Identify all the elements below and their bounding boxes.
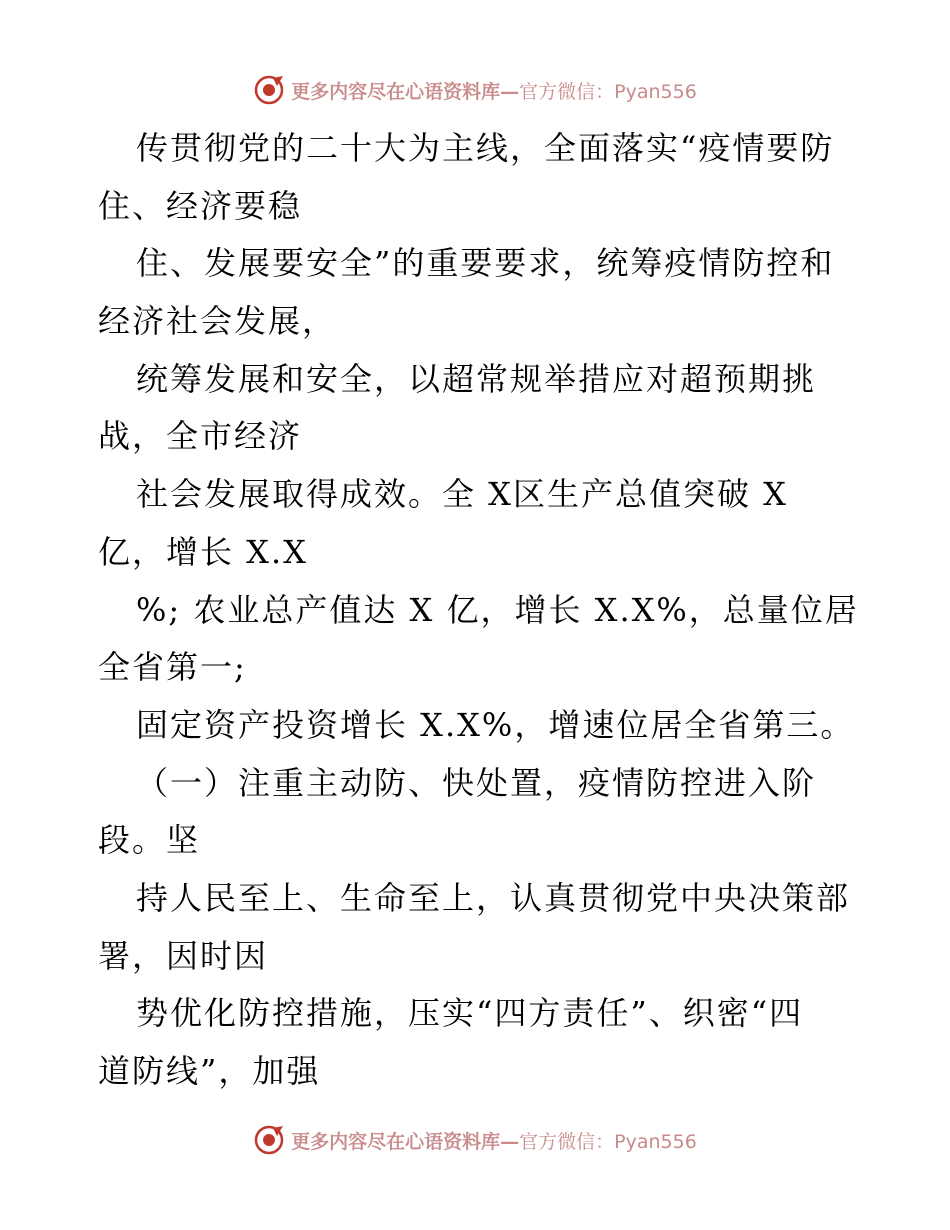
watermark-text: [291, 77, 697, 104]
watermark-text: [291, 1127, 697, 1154]
watermark-logo-icon: [253, 1124, 285, 1156]
body-line: 持人民至上、生命至上，认真贯彻党中央决策部: [136, 878, 851, 917]
body-line: 署，因时因: [98, 936, 269, 975]
footer-watermark: [0, 1120, 950, 1160]
body-line: 社会发展取得成效。全 X区生产总值突破 X: [136, 475, 788, 514]
body-line: 战，全市经济: [98, 417, 303, 456]
watermark-text-cn: 更多内容尽在心语资料库—: [291, 1130, 520, 1153]
body-line: 统筹发展和安全，以超常规举措应对超预期挑: [136, 359, 817, 398]
watermark-logo-icon: [253, 74, 285, 106]
body-line: 势优化防控措施，压实“四方责任”、织密“四: [136, 994, 804, 1033]
body-line: 住、经济要稳: [98, 186, 303, 225]
body-line: 亿，增长 X.X: [98, 532, 308, 571]
header-watermark: [0, 70, 950, 110]
body-line: 固定资产投资增长 X.X%，增速位居全省第三。: [136, 705, 855, 744]
watermark-text-cn: 更多内容尽在心语资料库—: [291, 80, 520, 103]
body-line: 全省第一;: [98, 648, 247, 687]
body-line: （一）注重主动防、快处置，疫情防控进入阶: [136, 763, 817, 802]
body-line: 传贯彻党的二十大为主线，全面落实“疫情要防: [136, 129, 835, 167]
body-line: 段。坚: [98, 821, 201, 860]
body-line: 住、发展要安全”的重要要求，统筹疫情防控和: [136, 244, 835, 283]
body-line: 经济社会发展，: [98, 302, 337, 341]
body-line: %; 农业总产值达 X 亿，增长 X.X%，总量位居: [136, 590, 859, 629]
body-line: 道防线”，加强: [98, 1052, 321, 1090]
watermark-text-suffix: 官方微信：Pyan556: [519, 80, 697, 103]
document-body: [98, 120, 858, 1101]
watermark-text-suffix: 官方微信：Pyan556: [519, 1130, 697, 1153]
